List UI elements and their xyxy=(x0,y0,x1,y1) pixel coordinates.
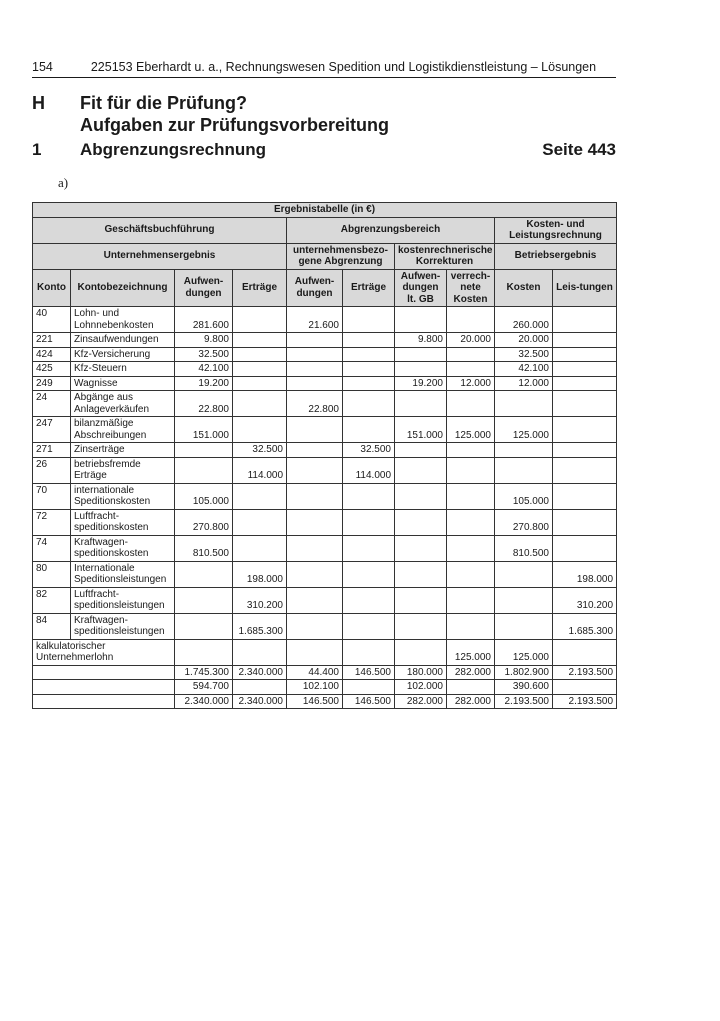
table-cell: 2.340.000 xyxy=(233,665,287,680)
table-cell xyxy=(495,391,553,417)
table-cell xyxy=(553,376,617,391)
subtask-label: a) xyxy=(58,175,69,190)
table-cell: 22.800 xyxy=(287,391,343,417)
table-cell xyxy=(287,613,343,639)
table-cell xyxy=(447,509,495,535)
table-cell: 80 xyxy=(33,561,71,587)
table-cell xyxy=(495,443,553,458)
table-cell: 21.600 xyxy=(287,307,343,333)
table-cell xyxy=(395,613,447,639)
chapter-title-line2: Aufgaben zur Prüfungsvorbereitung xyxy=(80,115,390,135)
table-cell xyxy=(447,457,495,483)
table-cell: 810.500 xyxy=(175,535,233,561)
table-cell: 2.193.500 xyxy=(495,694,553,709)
table-cell xyxy=(343,347,395,362)
table-cell: 24 xyxy=(33,391,71,417)
col-header: Erträge xyxy=(343,269,395,307)
table-total-row xyxy=(33,680,617,695)
table-cell xyxy=(33,694,175,709)
table-cell xyxy=(343,535,395,561)
table-cell xyxy=(233,307,287,333)
table-cell: 22.800 xyxy=(175,391,233,417)
table-cell xyxy=(553,307,617,333)
table-cell: 594.700 xyxy=(175,680,233,695)
table-cell xyxy=(343,391,395,417)
table-cell xyxy=(287,417,343,443)
table-row-unternehmerlohn xyxy=(33,639,617,665)
table-cell xyxy=(447,680,495,695)
table-cell: 282.000 xyxy=(447,694,495,709)
table-cell: 2.340.000 xyxy=(175,694,233,709)
table-row xyxy=(33,457,617,483)
table-cell xyxy=(553,391,617,417)
table-cell xyxy=(287,561,343,587)
table-cell: 105.000 xyxy=(175,483,233,509)
table-cell xyxy=(233,417,287,443)
table-cell xyxy=(395,391,447,417)
section-page-ref: Seite 443 xyxy=(542,140,616,159)
chapter-title xyxy=(80,92,580,136)
sub-unternehmensbezogen: unternehmensbezo-gene Abgrenzung xyxy=(287,243,395,269)
table-cell xyxy=(553,457,617,483)
table-cell: 1.685.300 xyxy=(233,613,287,639)
table-title: Ergebnistabelle (in €) xyxy=(33,203,617,218)
table-cell xyxy=(447,443,495,458)
table-cell: 102.000 xyxy=(395,680,447,695)
table-cell xyxy=(287,443,343,458)
table-row xyxy=(33,535,617,561)
table-cell xyxy=(287,457,343,483)
table-row xyxy=(33,587,617,613)
table-cell: 105.000 xyxy=(495,483,553,509)
table-cell xyxy=(287,535,343,561)
col-header: Erträge xyxy=(233,269,287,307)
col-header: Konto xyxy=(33,269,71,307)
table-cell xyxy=(553,535,617,561)
table-cell: 74 xyxy=(33,535,71,561)
table-cell: kalkulatorischer Unternehmerlohn xyxy=(33,639,175,665)
table-cell xyxy=(233,376,287,391)
table-cell xyxy=(175,613,233,639)
table-row xyxy=(33,417,617,443)
sub-kostenrechnerisch: kostenrechnerische Korrekturen xyxy=(395,243,495,269)
table-cell: 281.600 xyxy=(175,307,233,333)
table-cell: 72 xyxy=(33,509,71,535)
table-cell: 249 xyxy=(33,376,71,391)
table-cell xyxy=(553,362,617,377)
table-cell: 2.340.000 xyxy=(233,694,287,709)
col-header: Leis-tungen xyxy=(553,269,617,307)
table-cell xyxy=(233,535,287,561)
table-cell xyxy=(447,362,495,377)
table-cell xyxy=(343,417,395,443)
table-cell: internationale Speditionskosten xyxy=(71,483,175,509)
table-cell: 32.500 xyxy=(233,443,287,458)
table-cell: 146.500 xyxy=(343,694,395,709)
table-cell xyxy=(395,535,447,561)
table-cell xyxy=(395,561,447,587)
table-cell: 810.500 xyxy=(495,535,553,561)
table-cell xyxy=(343,587,395,613)
table-cell xyxy=(495,561,553,587)
group-abgrenzung: Abgrenzungsbereich xyxy=(287,217,495,243)
table-cell xyxy=(175,457,233,483)
table-cell: Kraftwagen-speditionskosten xyxy=(71,535,175,561)
table-cell: 1.685.300 xyxy=(553,613,617,639)
table-cell xyxy=(553,443,617,458)
table-body xyxy=(33,307,617,709)
table-cell: 44.400 xyxy=(287,665,343,680)
table-cell: 2.193.500 xyxy=(553,694,617,709)
table-cell: 9.800 xyxy=(175,333,233,348)
table-row xyxy=(33,333,617,348)
table-cell: 42.100 xyxy=(495,362,553,377)
table-row xyxy=(33,376,617,391)
table-cell: 424 xyxy=(33,347,71,362)
table-cell: Zinserträge xyxy=(71,443,175,458)
table-cell xyxy=(287,333,343,348)
table-cell xyxy=(553,509,617,535)
table-cell: Kfz-Steuern xyxy=(71,362,175,377)
table-cell: bilanzmäßige Abschreibungen xyxy=(71,417,175,443)
table-row xyxy=(33,347,617,362)
table-cell xyxy=(553,680,617,695)
table-cell: 40 xyxy=(33,307,71,333)
table-cell xyxy=(233,680,287,695)
table-cell xyxy=(395,639,447,665)
sub-unternehmensergebnis: Unternehmensergebnis xyxy=(33,243,287,269)
table-cell: Lohn- und Lohnnebenkosten xyxy=(71,307,175,333)
table-cell xyxy=(395,457,447,483)
table-cell: Wagnisse xyxy=(71,376,175,391)
table-cell xyxy=(395,587,447,613)
table-cell xyxy=(447,613,495,639)
table-cell xyxy=(395,362,447,377)
table-cell: 125.000 xyxy=(495,417,553,443)
table-cell xyxy=(287,483,343,509)
chapter-letter: H xyxy=(32,93,45,113)
table-cell xyxy=(447,391,495,417)
table-row xyxy=(33,509,617,535)
table-cell xyxy=(495,457,553,483)
table-cell: 310.200 xyxy=(553,587,617,613)
table-cell xyxy=(287,509,343,535)
table-cell: 114.000 xyxy=(233,457,287,483)
col-header: Kosten xyxy=(495,269,553,307)
table-cell: 20.000 xyxy=(447,333,495,348)
section-number: 1 xyxy=(32,140,42,159)
table-cell: 19.200 xyxy=(175,376,233,391)
table-cell xyxy=(233,509,287,535)
table-cell: 310.200 xyxy=(233,587,287,613)
table-cell xyxy=(233,333,287,348)
table-cell xyxy=(395,307,447,333)
table-cell xyxy=(33,680,175,695)
chapter-title-line1: Fit für die Prüfung? xyxy=(80,93,247,113)
table-cell xyxy=(343,613,395,639)
table-cell xyxy=(447,587,495,613)
table-cell: 146.500 xyxy=(287,694,343,709)
table-cell: betriebsfremde Erträge xyxy=(71,457,175,483)
table-cell: Internationale Speditionsleistungen xyxy=(71,561,175,587)
table-cell xyxy=(343,307,395,333)
page-header xyxy=(32,60,616,78)
section-title: Abgrenzungsrechnung xyxy=(80,140,267,159)
table-cell xyxy=(343,509,395,535)
table-cell: 42.100 xyxy=(175,362,233,377)
table-cell xyxy=(287,587,343,613)
table-cell xyxy=(233,483,287,509)
table-cell: 32.500 xyxy=(495,347,553,362)
table-cell xyxy=(175,561,233,587)
table-cell xyxy=(343,639,395,665)
table-cell xyxy=(287,639,343,665)
table-cell xyxy=(175,443,233,458)
table-cell xyxy=(233,347,287,362)
table-cell: 221 xyxy=(33,333,71,348)
page-number: 154 xyxy=(32,60,53,74)
table-cell: Zinsaufwendungen xyxy=(71,333,175,348)
table-cell: 12.000 xyxy=(447,376,495,391)
col-header: Aufwen-dungen xyxy=(287,269,343,307)
table-cell: 82 xyxy=(33,587,71,613)
table-cell: 270.800 xyxy=(175,509,233,535)
table-cell: 114.000 xyxy=(343,457,395,483)
table-cell xyxy=(287,376,343,391)
table-cell xyxy=(495,587,553,613)
table-cell xyxy=(447,483,495,509)
table-cell xyxy=(287,362,343,377)
table-row xyxy=(33,443,617,458)
table-cell xyxy=(175,639,233,665)
table-cell xyxy=(553,483,617,509)
col-header: verrech-nete Kosten xyxy=(447,269,495,307)
table-total-row xyxy=(33,694,617,709)
table-cell: 70 xyxy=(33,483,71,509)
sub-betriebsergebnis: Betriebsergebnis xyxy=(495,243,617,269)
group-gb: Geschäftsbuchführung xyxy=(33,217,287,243)
table-cell xyxy=(343,680,395,695)
table-cell: 32.500 xyxy=(343,443,395,458)
table-cell: 151.000 xyxy=(395,417,447,443)
table-row xyxy=(33,561,617,587)
table-cell xyxy=(33,665,175,680)
table-cell xyxy=(447,307,495,333)
table-cell: 32.500 xyxy=(175,347,233,362)
table-cell xyxy=(233,391,287,417)
table-cell xyxy=(447,561,495,587)
table-row xyxy=(33,483,617,509)
book-title: 225153 Eberhardt u. a., Rechnungswesen Spedition und Logistikdienstleistung – Lösungen xyxy=(90,60,597,74)
table-cell xyxy=(553,333,617,348)
table-row xyxy=(33,391,617,417)
table-cell xyxy=(343,362,395,377)
table-cell xyxy=(343,376,395,391)
table-cell: 198.000 xyxy=(233,561,287,587)
table-cell: 20.000 xyxy=(495,333,553,348)
table-cell xyxy=(395,483,447,509)
table-cell: 151.000 xyxy=(175,417,233,443)
table-cell xyxy=(553,639,617,665)
group-klr: Kosten- und Leistungsrechnung xyxy=(495,217,617,243)
table-cell xyxy=(553,347,617,362)
table-cell: Luftfracht-speditionskosten xyxy=(71,509,175,535)
table-cell: 84 xyxy=(33,613,71,639)
table-cell xyxy=(343,561,395,587)
table-cell: Abgänge aus Anlageverkäufen xyxy=(71,391,175,417)
col-header: Aufwen-dungen lt. GB xyxy=(395,269,447,307)
table-cell xyxy=(343,483,395,509)
table-cell: 125.000 xyxy=(447,417,495,443)
table-row xyxy=(33,307,617,333)
table-cell: 1.802.900 xyxy=(495,665,553,680)
table-cell: 125.000 xyxy=(447,639,495,665)
table-cell xyxy=(175,587,233,613)
table-total-row xyxy=(33,665,617,680)
result-table xyxy=(32,202,617,709)
table-cell: 19.200 xyxy=(395,376,447,391)
table-cell: 26 xyxy=(33,457,71,483)
table-cell: 180.000 xyxy=(395,665,447,680)
table-cell xyxy=(553,417,617,443)
table-cell: 125.000 xyxy=(495,639,553,665)
table-cell xyxy=(447,535,495,561)
table-cell: 247 xyxy=(33,417,71,443)
table-cell xyxy=(395,347,447,362)
table-cell: 102.100 xyxy=(287,680,343,695)
table-cell: 282.000 xyxy=(447,665,495,680)
col-header: Kontobezeichnung xyxy=(71,269,175,307)
table-cell: 271 xyxy=(33,443,71,458)
table-row xyxy=(33,362,617,377)
table-cell: 260.000 xyxy=(495,307,553,333)
table-cell: 425 xyxy=(33,362,71,377)
table-cell: 12.000 xyxy=(495,376,553,391)
col-header: Aufwen-dungen xyxy=(175,269,233,307)
table-cell: 198.000 xyxy=(553,561,617,587)
table-cell: Luftfracht-speditionsleistungen xyxy=(71,587,175,613)
table-cell: 1.745.300 xyxy=(175,665,233,680)
table-cell xyxy=(395,509,447,535)
table-cell xyxy=(343,333,395,348)
table-cell: Kfz-Versicherung xyxy=(71,347,175,362)
table-cell xyxy=(395,443,447,458)
table-cell: 9.800 xyxy=(395,333,447,348)
table-cell xyxy=(233,362,287,377)
table-cell: 390.600 xyxy=(495,680,553,695)
table-cell xyxy=(287,347,343,362)
table-cell xyxy=(233,639,287,665)
table-cell: Kraftwagen-speditionsleistungen xyxy=(71,613,175,639)
table-cell: 146.500 xyxy=(343,665,395,680)
table-cell xyxy=(447,347,495,362)
table-cell xyxy=(495,613,553,639)
table-cell: 270.800 xyxy=(495,509,553,535)
table-row xyxy=(33,613,617,639)
table-cell: 2.193.500 xyxy=(553,665,617,680)
table-cell: 282.000 xyxy=(395,694,447,709)
